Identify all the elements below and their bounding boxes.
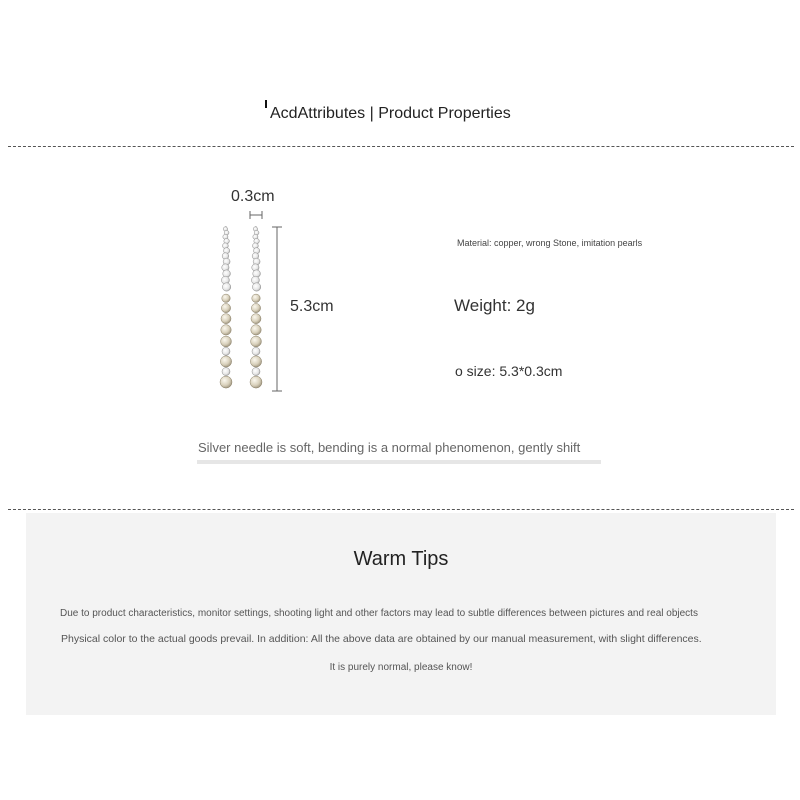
divider-bottom — [8, 509, 794, 510]
pearl-bead — [251, 314, 261, 324]
pearl-bead — [251, 336, 262, 347]
crystal-bead — [252, 347, 260, 355]
size-text: o size: 5.3*0.3cm — [455, 363, 563, 379]
pearl-bead — [220, 376, 232, 388]
earring-left — [220, 226, 232, 388]
page-title: AcdAttributes | Product Properties — [270, 105, 511, 122]
crystal-bead — [222, 283, 230, 291]
pearl-bead — [221, 303, 230, 312]
tips-line-2: Physical color to the actual goods prevail. In addition: All the above data are obtained by our manual measurement, with slight differences. — [61, 633, 702, 645]
width-dimension-line — [250, 211, 262, 219]
crystal-bead — [252, 283, 260, 291]
warm-tips-title: Warm Tips — [353, 548, 449, 570]
weight-text: Weight: 2g — [454, 296, 535, 315]
pearl-bead — [251, 325, 261, 335]
crystal-bead — [222, 347, 230, 355]
care-note: Silver needle is soft, bending is a normal phenomenon, gently shift — [198, 440, 581, 455]
tips-line-1: Due to product characteristics, monitor settings, shooting light and other factors may lead to subtle differences between pictures and real objects — [60, 608, 698, 619]
material-text: Material: copper, wrong Stone, imitation pearls — [457, 238, 643, 248]
pearl-bead — [252, 294, 260, 302]
pearl-bead — [250, 356, 261, 367]
crystal-bead — [222, 368, 230, 376]
pearl-bead — [251, 303, 260, 312]
height-label: 5.3cm — [290, 298, 334, 315]
pearl-bead — [221, 336, 232, 347]
warm-tips-panel — [26, 513, 776, 715]
pearl-bead — [250, 376, 262, 388]
height-dimension-line — [272, 227, 282, 391]
pearl-bead — [221, 325, 231, 335]
pearl-bead — [220, 356, 231, 367]
width-label: 0.3cm — [231, 188, 275, 205]
crystal-bead — [252, 368, 260, 376]
note-underline — [197, 460, 601, 464]
earring-right — [250, 226, 262, 388]
pearl-bead — [222, 294, 230, 302]
tips-line-3: It is purely normal, please know! — [329, 662, 473, 673]
pearl-bead — [221, 314, 231, 324]
